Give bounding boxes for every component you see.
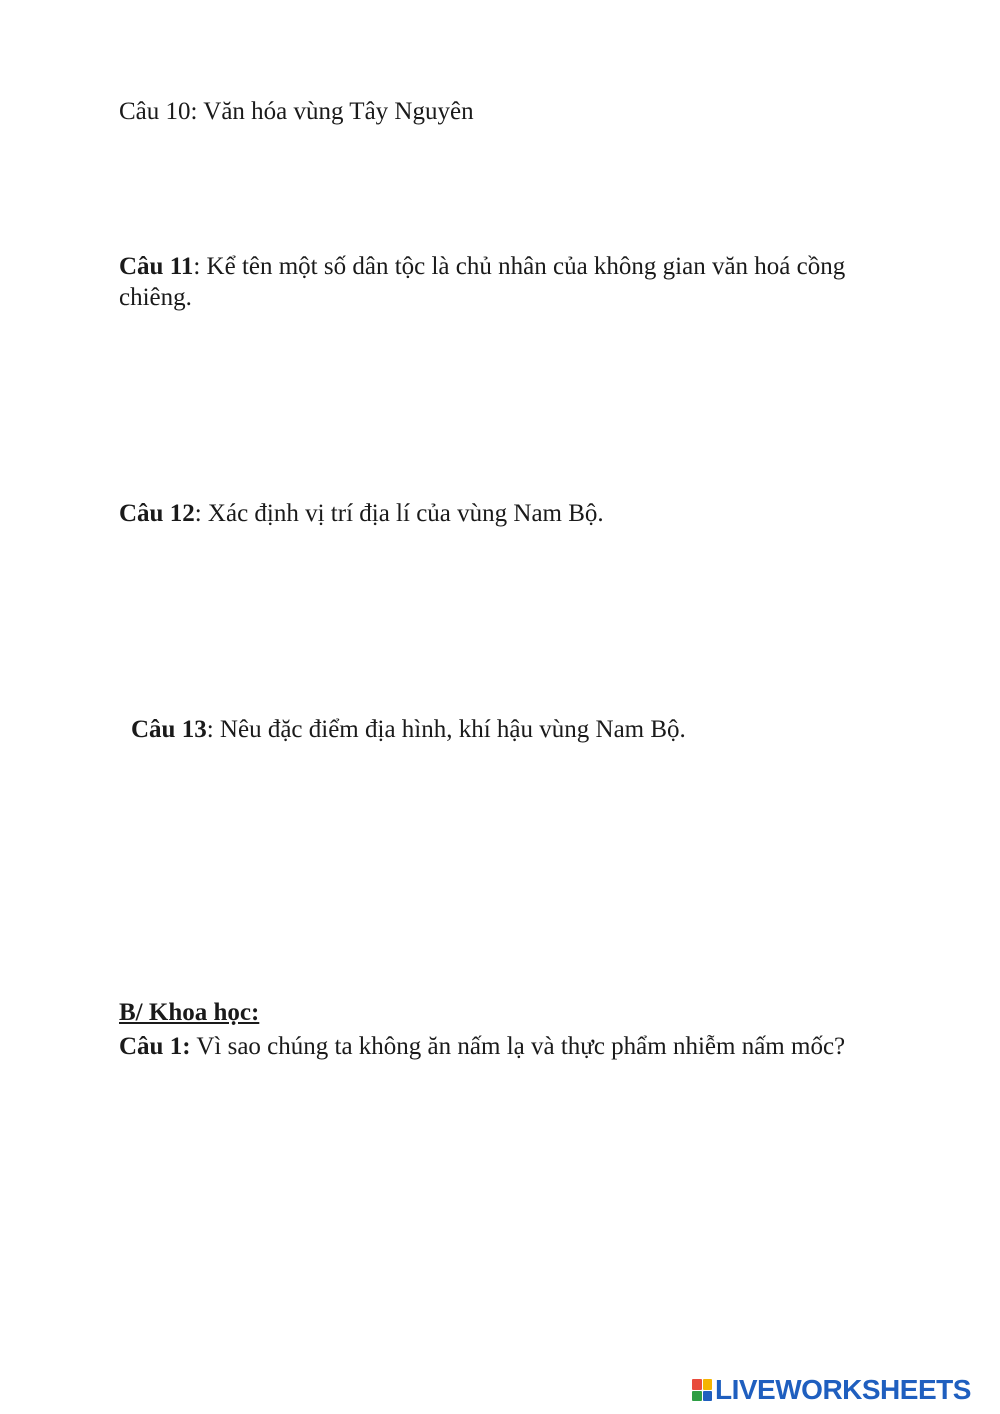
question-12-label: Câu 12 (119, 500, 195, 527)
question-13-text: : Nêu đặc điểm địa hình, khí hậu vùng Nam Bộ. (206, 716, 686, 743)
section-b-heading: B/ Khoa học: (119, 999, 260, 1026)
question-12 (119, 498, 604, 529)
question-12-text: : Xác định vị trí địa lí của vùng Nam Bộ. (194, 500, 604, 527)
question-10 (119, 96, 474, 127)
liveworksheets-logo (692, 1376, 971, 1404)
liveworksheets-mark-icon (692, 1379, 712, 1401)
question-13-label: Câu 13 (131, 716, 207, 743)
question-10-text: Câu 10: Văn hóa vùng Tây Nguyên (119, 98, 474, 125)
section-b-question-1 (119, 1031, 845, 1062)
question-11-text: : Kể tên một số dân tộc là chủ nhân của không gian văn hoá cồng (193, 253, 846, 280)
question-13 (131, 714, 686, 745)
section-b-question-1-label: Câu 1: (119, 1033, 191, 1060)
liveworksheets-wordmark: LIVEWORKSHEETS (715, 1374, 971, 1405)
question-11-text-line2: chiêng. (119, 284, 192, 311)
question-11 (119, 251, 845, 282)
question-11-continuation (119, 282, 192, 313)
section-b-question-1-text: Vì sao chúng ta không ăn nấm lạ và thực phẩm nhiễm nấm mốc? (190, 1033, 846, 1060)
question-11-label: Câu 11 (119, 253, 194, 280)
